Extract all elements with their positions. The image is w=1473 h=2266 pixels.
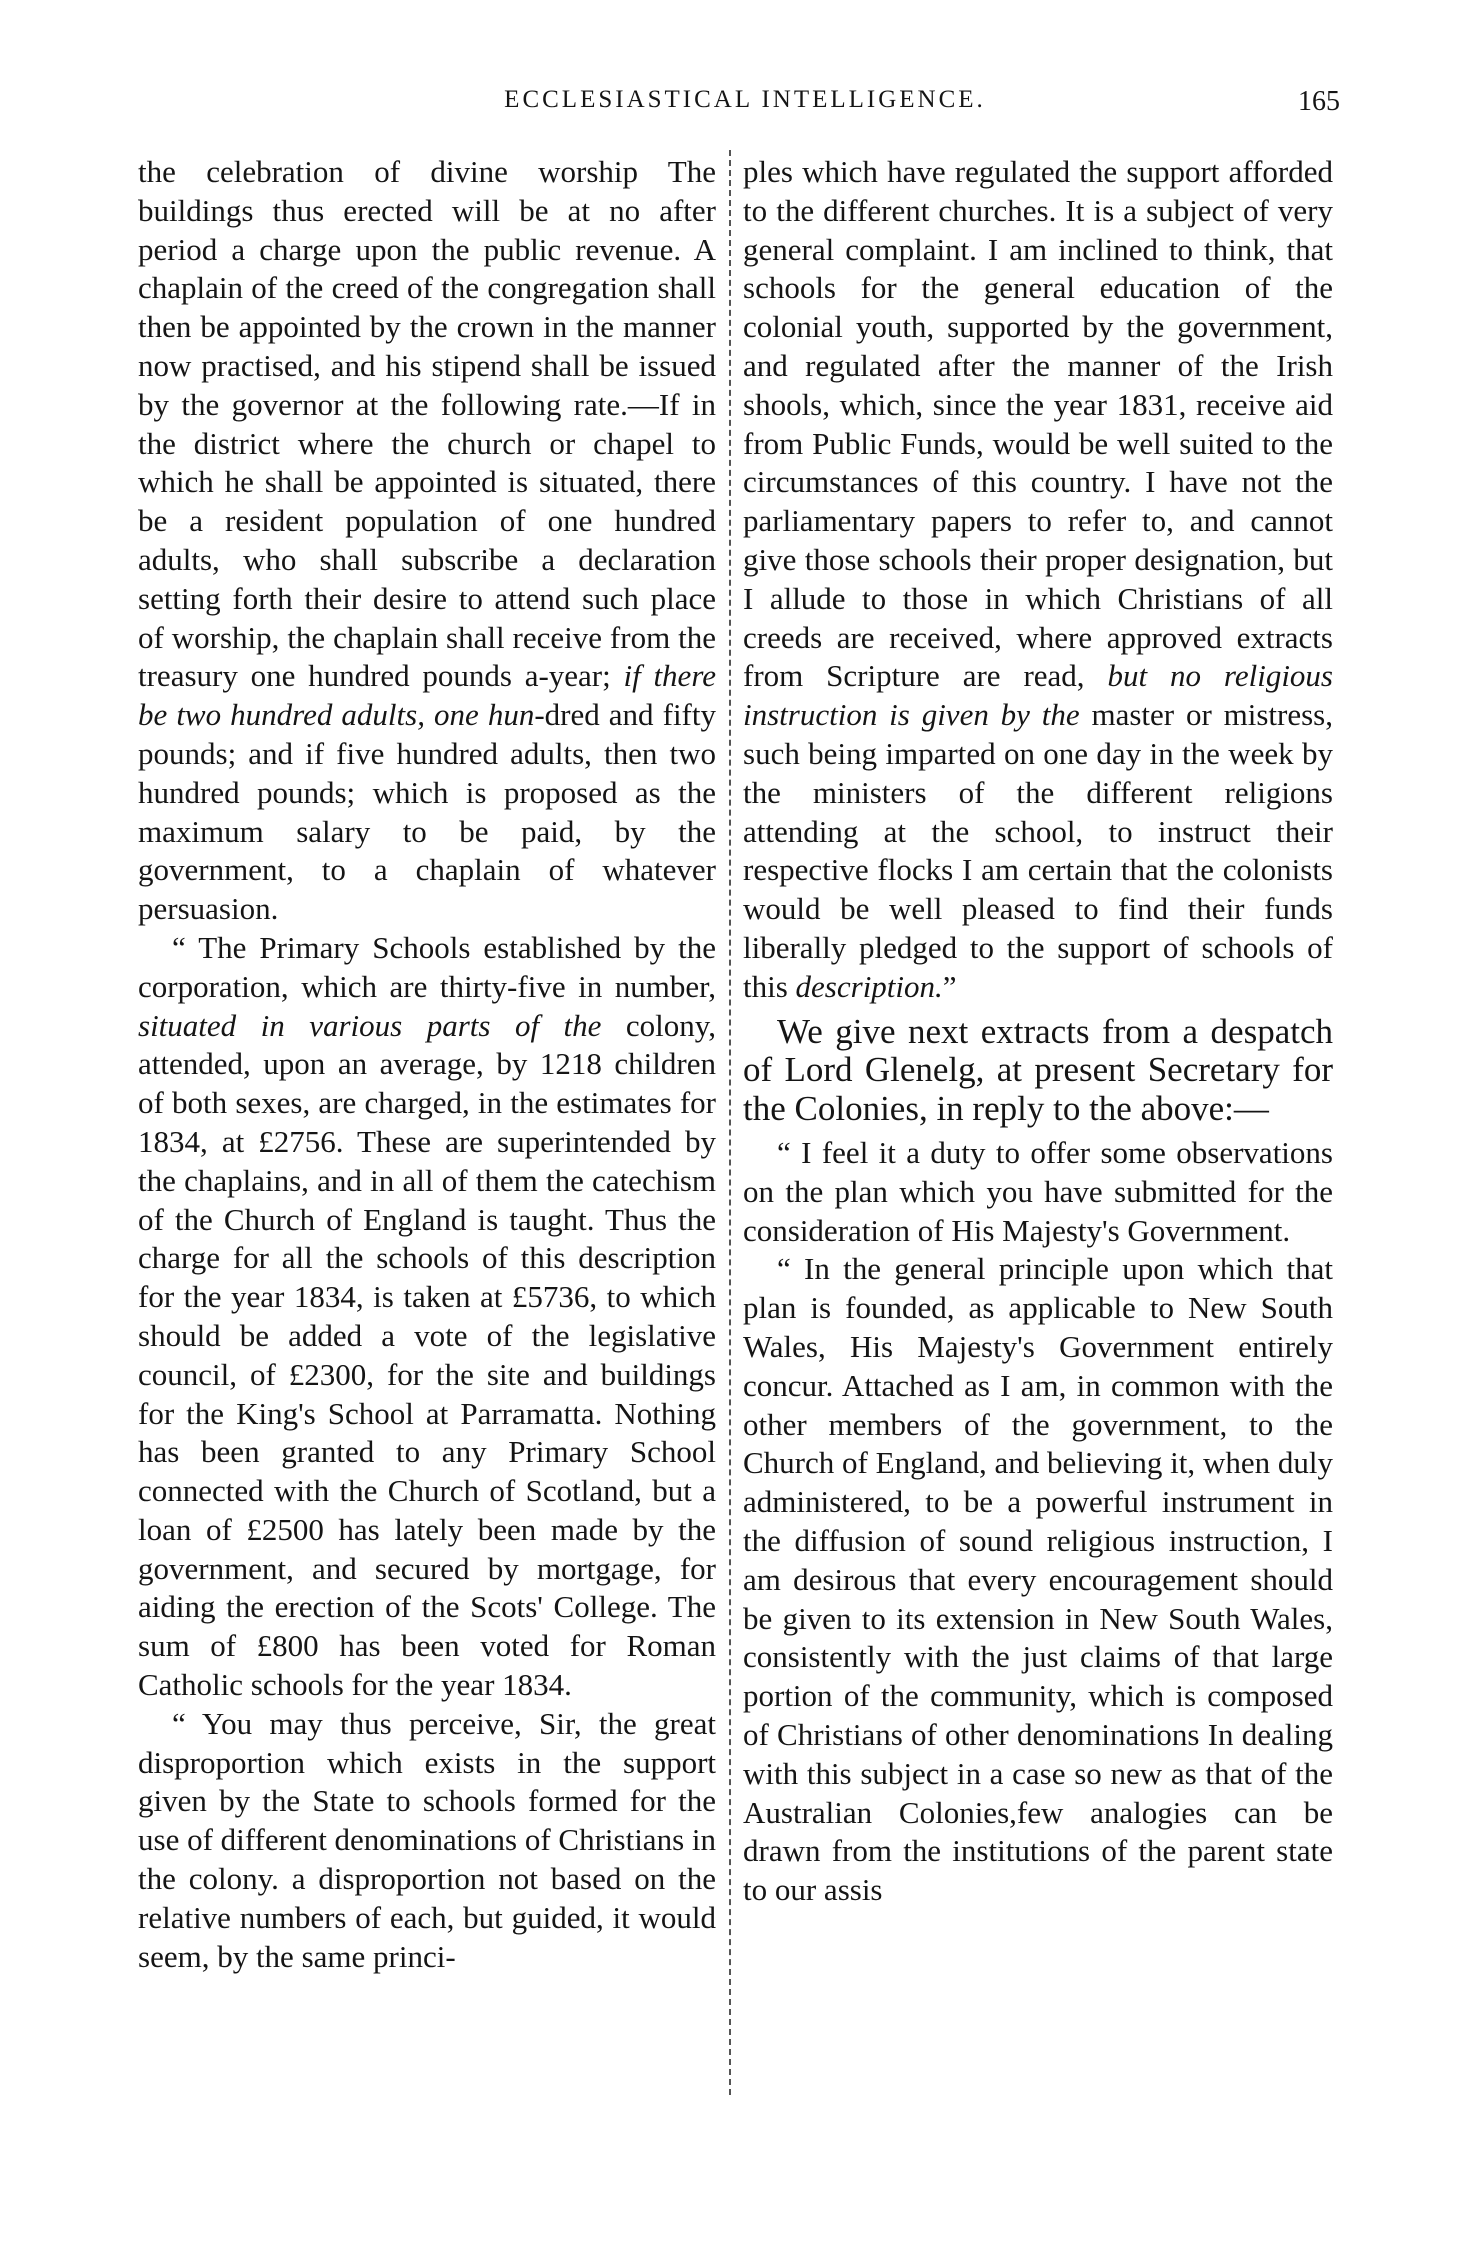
running-title: ECCLESIASTICAL INTELLIGENCE. (504, 86, 986, 113)
page-header (150, 86, 1340, 126)
left-paragraph-2 (138, 929, 716, 1705)
text: the celebration of divine worship The buildings thus erected will be at no after period a charge upon the public revenue. A chaplain of the creed of the congregation shall then be appointed by the crown in the manner now practised, and his stipend shall be issued by the governor at the following rate.—If in the district where the church or chapel to which he shall be appointed is situated, there be a resident population of one hundred adults, who shall subscribe a declaration setting forth their desire to attend such place of worship, the chaplain shall receive from the treasury one hundred pounds a-year; (138, 154, 716, 694)
left-paragraph-1 (138, 153, 716, 929)
italic-text: description. (795, 968, 943, 1004)
italic-text: but no religious instruction is given by the (743, 658, 1333, 733)
italic-text: situated in various parts of the (138, 1007, 602, 1043)
text: colony, attended, upon an average, by 1218 children of both sexes, are charged, in the estimates for 1834, at £2756. These are superintended by the chaplains, and in all of them the catechism of the Church of England is taught. Thus the charge for all the schools of this description for the year 1834, is taken at £5736, to which should be added a vote of the legislative council, of £2300, for the site and buildings for the King's School at Parramatta. Nothing has been granted to any Primary School connected with the Church of Scotland, but a loan of £2500 has lately been made by the government, and secured by mortgage, for aiding the erection of the Scots' College. The sum of £800 has been voted for Roman Catholic schools for the year 1834. (138, 1007, 717, 1703)
page-number: 165 (1298, 86, 1340, 117)
text: dred and fifty pounds; and if five hundred adults, then two hundred pounds; which is proposed as the maximum salary to be paid, by the government, to a chaplain of whatever persuasion. (138, 697, 716, 927)
left-column (138, 153, 716, 1976)
text: ples which have regulated the support afforded to the different churches. It is a subject of very general complaint. I am inclined to think, that schools for the general education of the colonial youth, supported by the government, and regulated after the manner of the Irish shools, which, since the year 1831, receive aid from Public Funds, would be well suited to the circumstances of this country. I have not the parliamentary papers to refer to, and cannot give those schools their proper designation, but I allude to those in which Christians of all creeds are received, where approved extracts from Scripture are read, (743, 154, 1333, 694)
section-heading: We give next extracts from a despatch of Lord Glenelg, at present Secretary for the Colonies, in reply to the above:— (743, 1011, 1333, 1128)
left-paragraph-3: “ You may thus perceive, Sir, the great disproportion which exists in the support given by the State to schools formed for the use of different denominations of Christians in the colony. a disproportion not based on the relative numbers of each, but guided, it would seem, by the same princi- (138, 1705, 716, 1974)
right-paragraph-2: “ I feel it a duty to offer some observations on the plan which you have submitted for the consideration of His Majesty's Government. (743, 1135, 1333, 1248)
text: “ The Primary Schools established by the corporation, which are thirty-five in number, (138, 929, 716, 1004)
column-divider (729, 150, 732, 2095)
italic-text: if there be two hundred adults, one hun- (138, 658, 716, 733)
closing-quote: ” (942, 968, 957, 1004)
right-paragraph-1 (743, 153, 1333, 1007)
right-paragraph-3: “ In the general principle upon which that plan is founded, as applicable to New South Wales, His Majesty's Government entirely concur. Attached as I am, in common with the other members of the government, to the Church of England, and believing it, when duly administered, to be a powerful instrument in the diffusion of sound religious instruction, I am desirous that every encouragement should be given to its extension in New South Wales, consistently with the just claims of that large portion of the community, which is composed of Christians of other denominations In dealing with this subject in a case so new as that of the Australian Colonies,few analogies can be drawn from the institutions of the parent state to our assis (743, 1251, 1333, 1908)
text: master or mistress, such being imparted on one day in the week by the ministers of the different religions attending at the school, to instruct their respective flocks I am certain that the colonists would be well pleased to find their funds liberally pledged to the support of schools of this (743, 697, 1334, 1004)
right-column (743, 153, 1333, 1910)
